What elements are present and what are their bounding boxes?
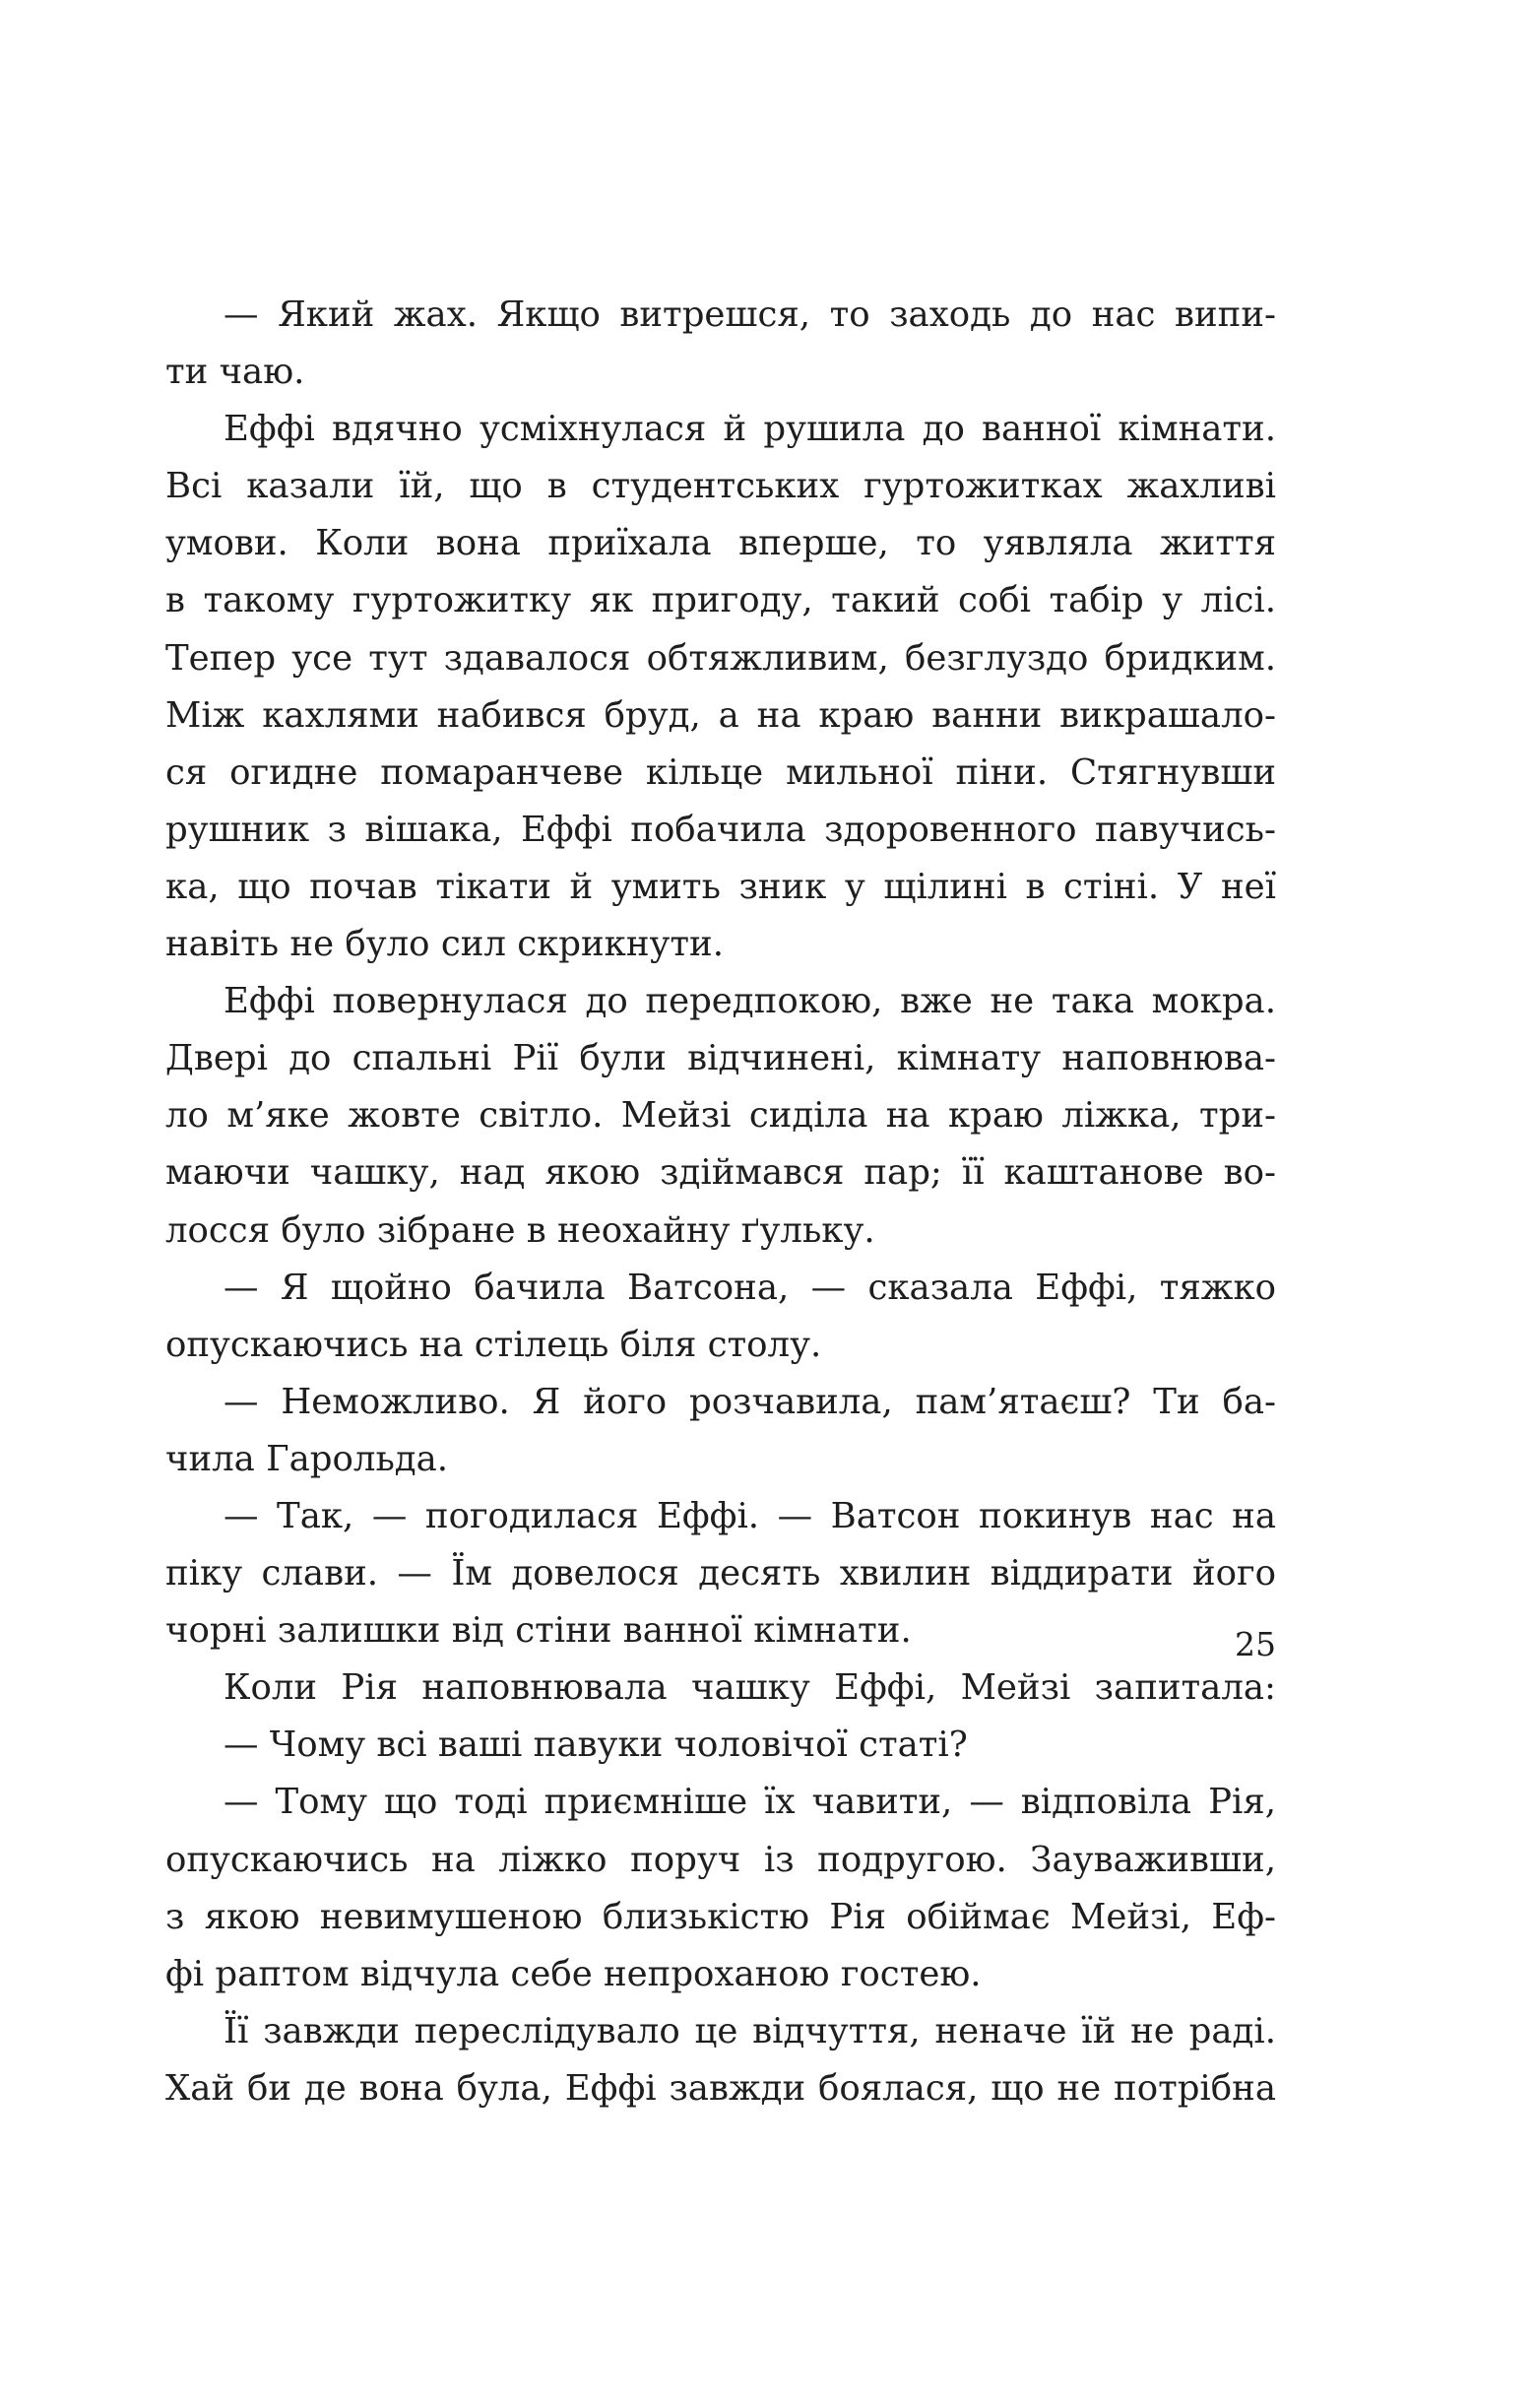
text-line: — Так, — погодилася Еффі. — Ватсон покинув нас на	[224, 1495, 1276, 1536]
text-line: рушник з вішака, Еффі побачила здоровенного павучись-	[165, 809, 1276, 850]
text-line: маючи чашку, над якою здіймався пар; її каштанове во-	[165, 1152, 1276, 1194]
text-line: Всі казали їй, що в студентських гуртожитках жахливі	[165, 466, 1276, 507]
text-line: з якою невимушеною близькістю Рія обіймає Мейзі, Еф-	[165, 1896, 1276, 1937]
text-line: піку слави. — Їм довелося десять хвилин віддирати його	[165, 1553, 1276, 1594]
text-line: умови. Коли вона приїхала вперше, то уявляла життя	[165, 523, 1276, 564]
text-line: — Тому що тоді приємніше їх чавити, — відповіла Рія,	[224, 1782, 1276, 1823]
page-number: 25	[1235, 1625, 1276, 1663]
text-line: в такому гуртожитку як пригоду, такий собі табір у лісі.	[165, 580, 1276, 621]
text-line: чила Гарольда.	[165, 1438, 449, 1479]
text-line: — Я щойно бачила Ватсона, — сказала Еффі, тяжко	[224, 1267, 1276, 1308]
body-text	[165, 287, 1276, 2117]
text-line: ка, що почав тікати й умить зник у щілині в стіні. У неї	[165, 866, 1276, 907]
text-line: чорні залишки від стіни ванної кімнати.	[165, 1610, 912, 1652]
text-line: Її завжди переслідувало це відчуття, неначе їй не раді.	[224, 2010, 1276, 2051]
text-line: Хай би де вона була, Еффі завжди боялася, що не потрібна	[165, 2067, 1276, 2109]
text-line: Коли Рія наповнювала чашку Еффі, Мейзі запитала:	[224, 1667, 1276, 1709]
text-line: фі раптом відчула себе непроханою гостею.	[165, 1953, 982, 1994]
text-line: ло м’яке жовте світло. Мейзі сиділа на краю ліжка, три-	[165, 1095, 1276, 1137]
text-line: лосся було зібране в неохайну ґульку.	[165, 1209, 875, 1251]
text-line: — Який жах. Якщо витрешся, то заходь до нас випи-	[224, 294, 1276, 335]
text-line: Еффі повернулася до передпокою, вже не така мокра.	[224, 981, 1276, 1022]
text-line: навіть не було сил скрикнути.	[165, 924, 724, 965]
text-line: Тепер усе тут здавалося обтяжливим, безглуздо бридким.	[165, 637, 1276, 679]
text-line: Двері до спальні Рії були відчинені, кімнату наповнюва-	[165, 1038, 1276, 1079]
text-line: опускаючись на стілець біля столу.	[165, 1324, 822, 1365]
text-line: Еффі вдячно усміхнулася й рушила до ванної кімнати.	[224, 409, 1276, 450]
text-line: ти чаю.	[165, 352, 305, 393]
text-line: — Неможливо. Я його розчавила, пам’ятаєш? Ти ба-	[224, 1381, 1276, 1422]
text-line: Між кахлями набився бруд, а на краю ванни викрашало-	[165, 694, 1276, 736]
text-line: — Чому всі ваші павуки чоловічої статі?	[224, 1725, 968, 1766]
text-line: ся огидне помаранчеве кільце мильної піни. Стягнувши	[165, 751, 1276, 793]
text-line: опускаючись на ліжко поруч із подругою. Зауваживши,	[165, 1839, 1276, 1880]
